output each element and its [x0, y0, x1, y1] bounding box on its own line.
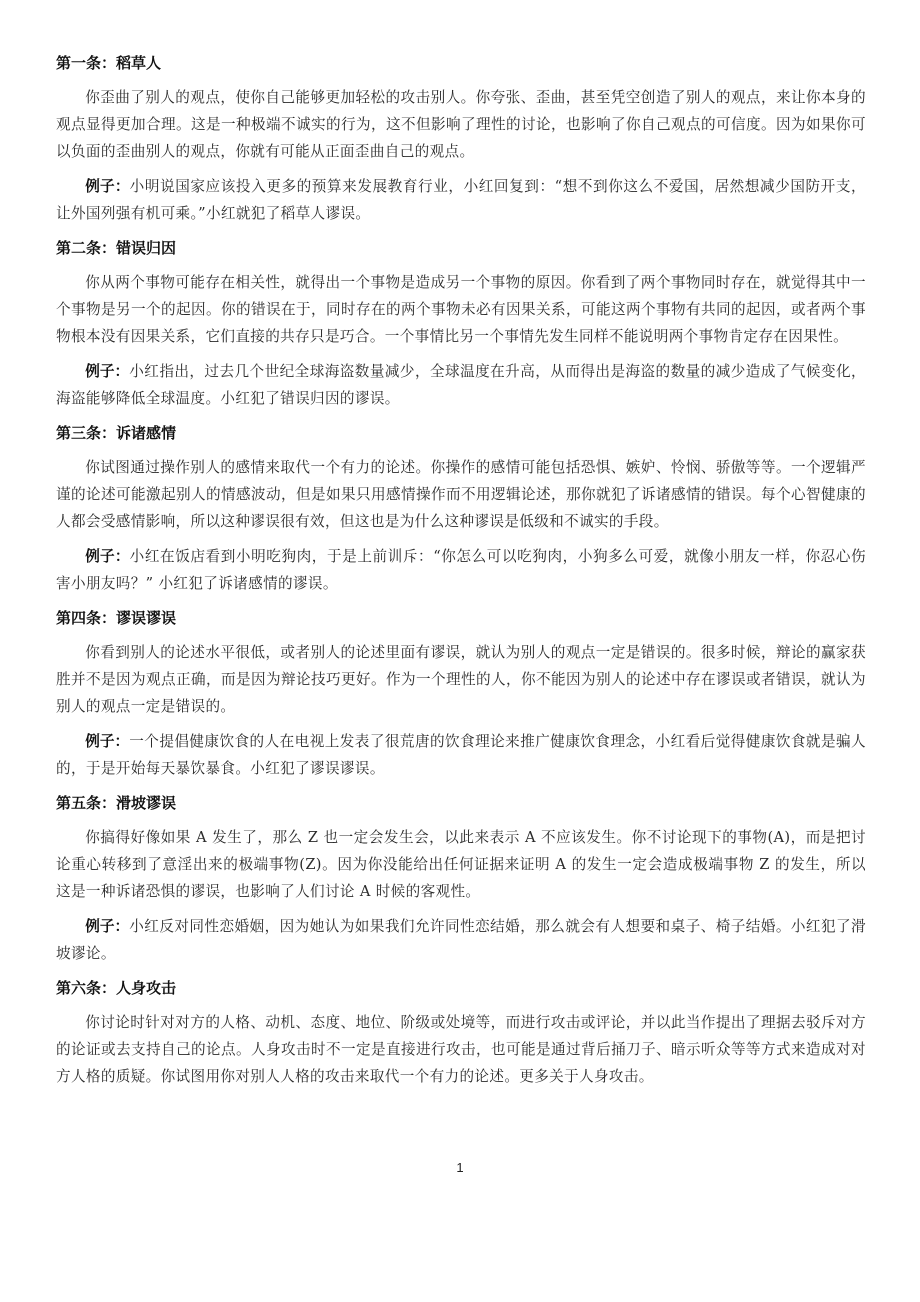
- example-label: 例子：: [85, 733, 130, 750]
- document-content: [56, 52, 866, 1098]
- section-ad-hominem: [56, 977, 866, 1090]
- section-slippery-slope: [56, 792, 866, 967]
- section-body: 你试图通过操作别人的感情来取代一个有力的论述。你操作的感情可能包括恐惧、嫉妒、怜悯、骄傲等等。一个逻辑严谨的论述可能激起别人的情感波动，但是如果只用感情操作而不用逻辑论述，那你就犯了诉诸感情的错误。每个心智健康的人都会受感情影响，所以这种谬误很有效，但这也是为什么这种谬误是低级和不诚实的手段。: [56, 459, 866, 530]
- example-text: 小红指出，过去几个世纪全球海盗数量减少，全球温度在升高，从而得出是海盗的数量的减少造成了气候变化，海盗能够降低全球温度。小红犯了错误归因的谬误。: [56, 363, 866, 407]
- example-paragraph: [56, 728, 866, 782]
- section-body: 你歪曲了别人的观点，使你自己能够更加轻松的攻击别人。你夸张、歪曲，甚至凭空创造了别人的观点，来让你本身的观点显得更加合理。这是一种极端不诚实的行为，这不但影响了理性的讨论，也影响了你自己观点的可信度。因为如果你可以负面的歪曲别人的观点，你就有可能从正面歪曲自己的观点。: [56, 89, 866, 160]
- example-label: 例子：: [85, 363, 130, 380]
- section-heading: 第二条：错误归因: [56, 239, 177, 257]
- section-heading: 第一条：稻草人: [56, 54, 162, 72]
- section-fallacy-fallacy: [56, 607, 866, 782]
- section-straw-man: [56, 52, 866, 227]
- example-paragraph: [56, 358, 866, 412]
- example-text: 小明说国家应该投入更多的预算来发展教育行业，小红回复到：“想不到你这么不爱国，居然想减少国防开支，让外国列强有机可乘。”小红就犯了稻草人谬误。: [56, 178, 866, 222]
- example-paragraph: [56, 913, 866, 967]
- example-label: 例子：: [85, 918, 130, 935]
- example-text: 小红反对同性恋婚姻，因为她认为如果我们允许同性恋结婚，那么就会有人想要和桌子、椅子结婚。小红犯了滑坡谬论。: [56, 918, 866, 962]
- page-number: 1: [456, 1160, 464, 1175]
- example-paragraph: [56, 543, 866, 597]
- section-false-cause: [56, 237, 866, 412]
- section-appeal-to-emotion: [56, 422, 866, 597]
- example-text: 一个提倡健康饮食的人在电视上发表了很荒唐的饮食理论来推广健康饮食理念，小红看后觉得健康饮食就是骗人的，于是开始每天暴饮暴食。小红犯了谬误谬误。: [56, 733, 866, 777]
- example-text: 小红在饭店看到小明吃狗肉，于是上前训斥：“你怎么可以吃狗肉，小狗多么可爱，就像小朋友一样，你忍心伤害小朋友吗？” 小红犯了诉诸感情的谬误。: [56, 548, 866, 592]
- section-body: 你讨论时针对对方的人格、动机、态度、地位、阶级或处境等，而进行攻击或评论，并以此当作提出了理据去驳斥对方的论证或去支持自己的论点。人身攻击时不一定是直接进行攻击，也可能是通过背后捅刀子、暗示听众等等方式来造成对对方人格的质疑。你试图用你对别人人格的攻击来取代一个有力的论述。更多关于人身攻击。: [56, 1014, 866, 1085]
- section-heading: 第四条：谬误谬误: [56, 609, 177, 627]
- example-label: 例子：: [85, 548, 130, 565]
- example-label: 例子：: [85, 178, 130, 195]
- section-body: 你看到别人的论述水平很低，或者别人的论述里面有谬误，就认为别人的观点一定是错误的。很多时候，辩论的赢家获胜并不是因为观点正确，而是因为辩论技巧更好。作为一个理性的人，你不能因为别人的论述中存在谬误或者错误，就认为别人的观点一定是错误的。: [56, 644, 866, 715]
- example-paragraph: [56, 173, 866, 227]
- section-heading: 第三条：诉诸感情: [56, 424, 177, 442]
- section-heading: 第五条：滑坡谬误: [56, 794, 177, 812]
- section-body: 你从两个事物可能存在相关性，就得出一个事物是造成另一个事物的原因。你看到了两个事物同时存在，就觉得其中一个事物是另一个的起因。你的错误在于，同时存在的两个事物未必有因果关系，可能这两个事物有共同的起因，或者两个事物根本没有因果关系，它们直接的共存只是巧合。一个事情比另一个事情先发生同样不能说明两个事物肯定存在因果性。: [56, 274, 866, 345]
- section-body: 你搞得好像如果 A 发生了，那么 Z 也一定会发生会，以此来表示 A 不应该发生。你不讨论现下的事物(A)，而是把讨论重心转移到了意淫出来的极端事物(Z)。因为你没能给出任何证据来证明 A 的发生一定会造成极端事物 Z 的发生，所以这是一种诉诸恐惧的谬误，也影响了人们讨论 A 时候的客观性。: [56, 829, 866, 900]
- section-heading: 第六条：人身攻击: [56, 979, 177, 997]
